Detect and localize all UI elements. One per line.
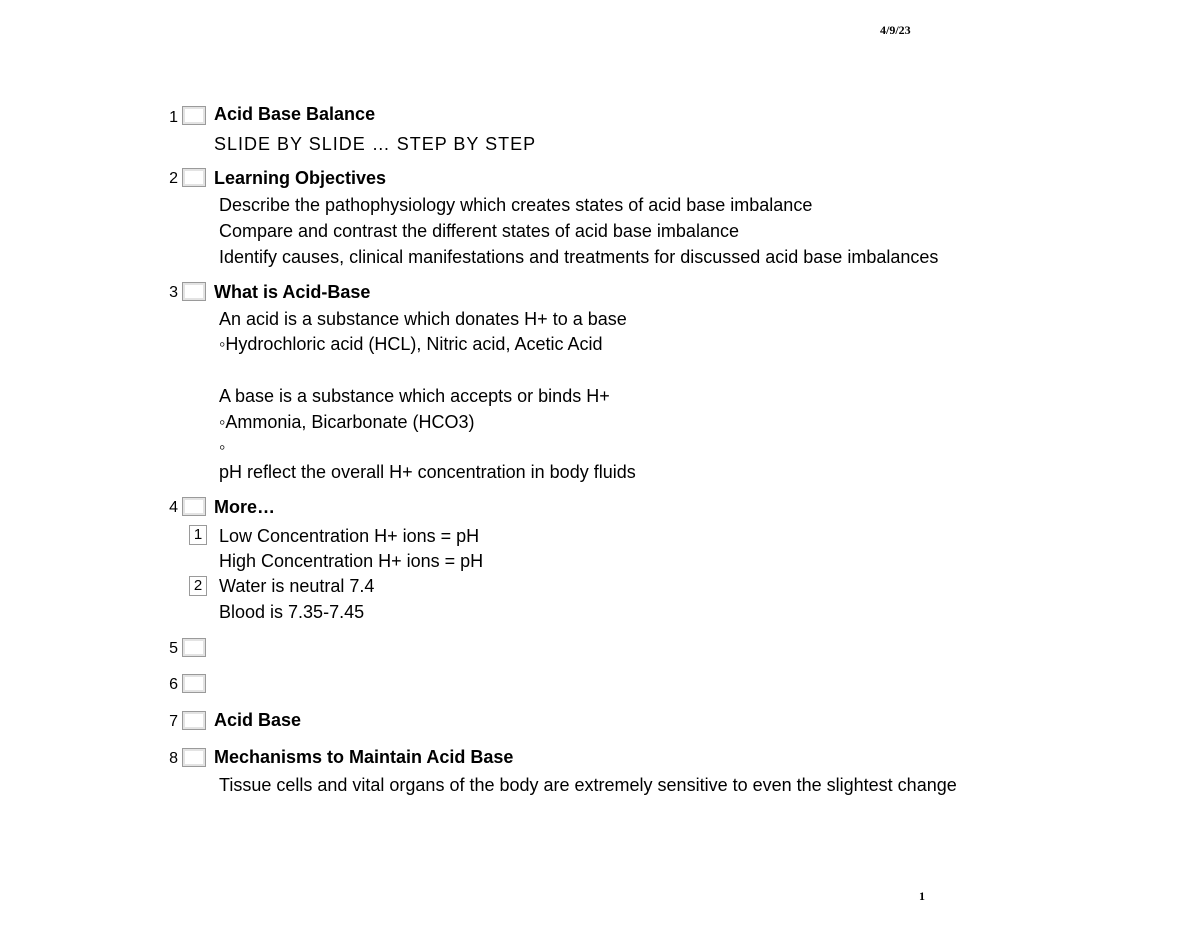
slide-thumbnail[interactable]: [182, 168, 206, 187]
slide-title: What is Acid-Base: [214, 282, 371, 302]
slide-text-line: ◦Ammonia, Bicarbonate (HCO3): [219, 412, 475, 432]
slide-thumbnail[interactable]: [182, 106, 206, 125]
slide-thumbnail[interactable]: [182, 282, 206, 301]
slide-thumbnail[interactable]: [182, 497, 206, 516]
slide-text-line: A base is a substance which accepts or binds H+: [219, 386, 610, 406]
slide-number: 3: [169, 284, 178, 301]
slide-text-line: An acid is a substance which donates H+ to a base: [219, 309, 627, 329]
slide-text-line: Tissue cells and vital organs of the body are extremely sensitive to even the slightest change: [219, 775, 957, 795]
slide-subtitle: SLIDE BY SLIDE … STEP BY STEP: [214, 134, 537, 154]
slide-number: 8: [169, 750, 178, 767]
sub-slide-label[interactable]: 1: [189, 525, 207, 545]
slide-text-line: ◦: [219, 437, 226, 457]
slide-text-line: Describe the pathophysiology which creates states of acid base imbalance: [219, 195, 813, 215]
slide-text-line: Water is neutral 7.4: [219, 576, 375, 596]
slide-text-line: Compare and contrast the different states of acid base imbalance: [219, 221, 739, 241]
slide-title: Acid Base: [214, 710, 302, 730]
slide-title: Learning Objectives: [214, 168, 387, 188]
slide-number: 7: [169, 713, 178, 730]
slide-text-line: Low Concentration H+ ions = pH: [219, 526, 480, 546]
slide-thumbnail[interactable]: [182, 638, 206, 657]
slide-text-line: Blood is 7.35-7.45: [219, 602, 365, 622]
slide-number: 4: [169, 499, 178, 516]
slide-title: More…: [214, 497, 276, 517]
slide-thumbnail[interactable]: [182, 674, 206, 693]
slide-thumbnail[interactable]: [182, 711, 206, 730]
slide-number: 6: [169, 676, 178, 693]
slide-number: 2: [169, 170, 178, 187]
slide-text-line: ◦Hydrochloric acid (HCL), Nitric acid, Acetic Acid: [219, 334, 603, 354]
slide-text-line: Identify causes, clinical manifestations and treatments for discussed acid base imbalances: [219, 247, 939, 267]
slide-number: 1: [169, 109, 178, 126]
slide-title: Mechanisms to Maintain Acid Base: [214, 747, 514, 767]
page-number: 1: [919, 889, 925, 903]
slide-thumbnail[interactable]: [182, 748, 206, 767]
slide-title: Acid Base Balance: [214, 104, 376, 124]
slide-text-line: pH reflect the overall H+ concentration in body fluids: [219, 462, 636, 482]
document-date: 4/9/23: [880, 23, 911, 37]
sub-slide-label[interactable]: 2: [189, 576, 207, 596]
slide-text-line: High Concentration H+ ions = pH: [219, 551, 484, 571]
slide-number: 5: [169, 640, 178, 657]
